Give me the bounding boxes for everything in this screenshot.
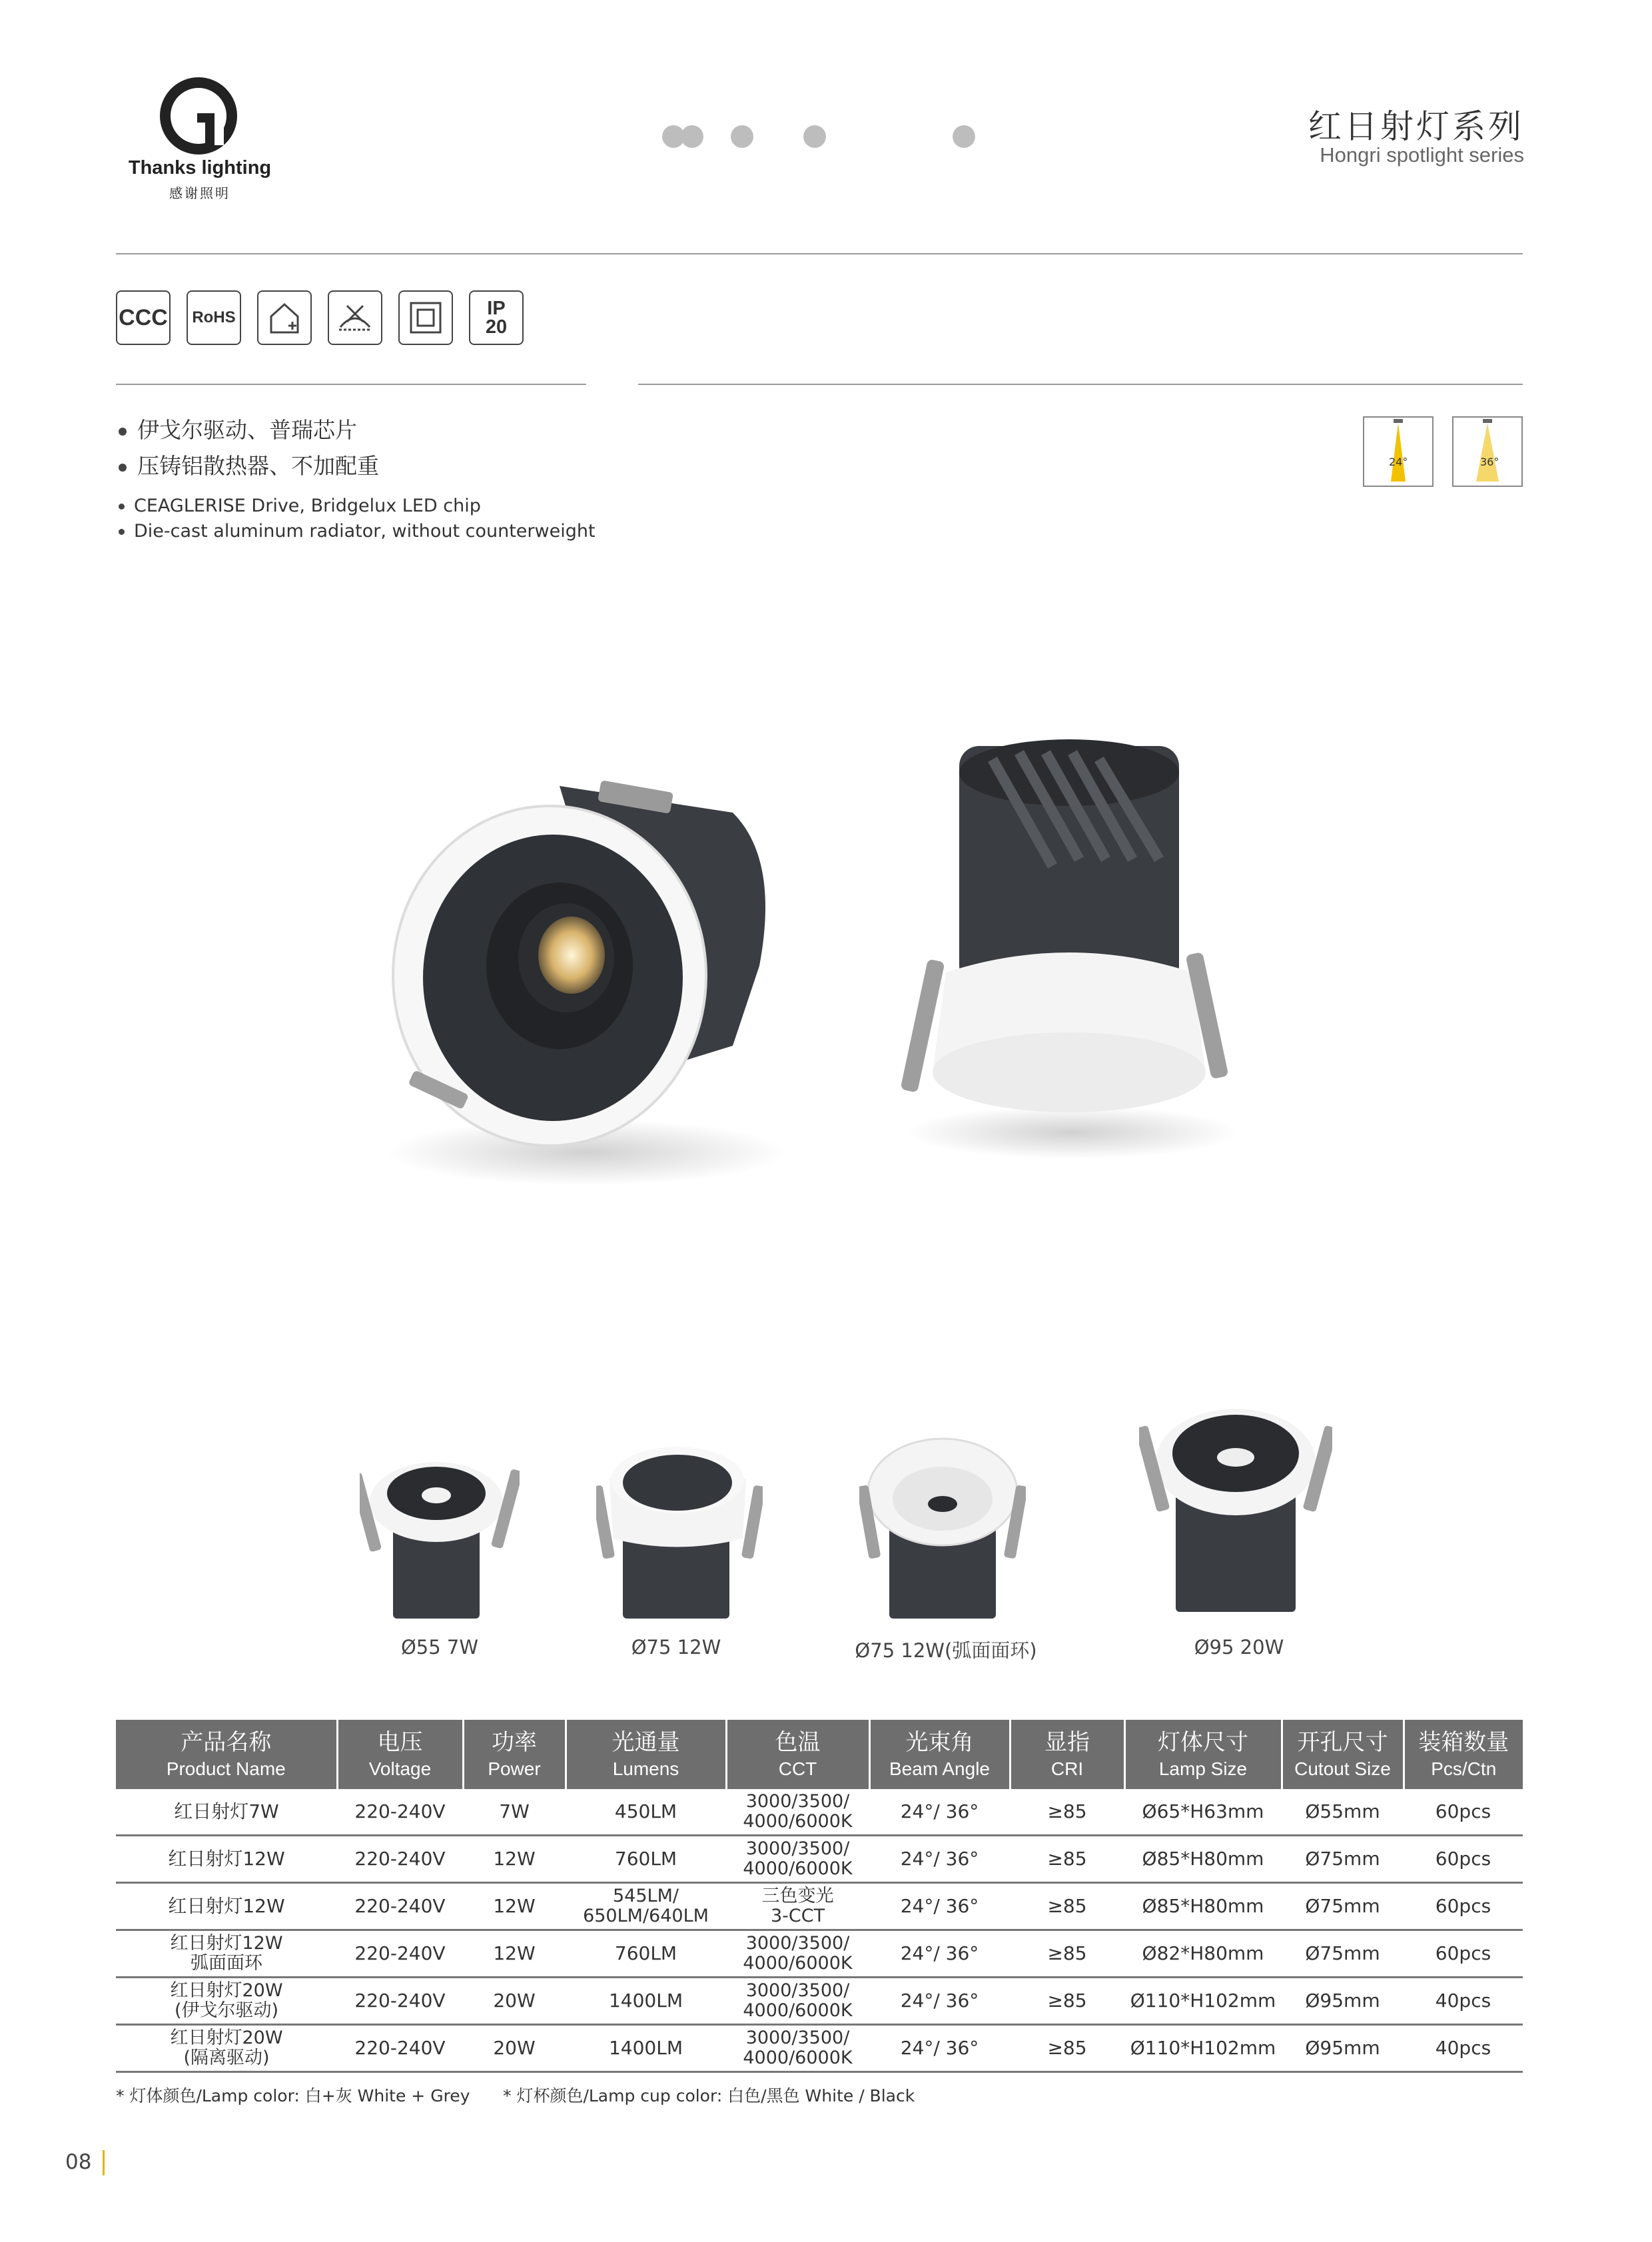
features-divider-right <box>638 384 1523 385</box>
table-cell: 3000/3500/ 4000/6000K <box>726 1836 869 1883</box>
product-image-back <box>879 733 1252 1159</box>
no-cover-insulation-icon <box>328 290 382 345</box>
column-header: 光通量 Lumens <box>566 1720 726 1789</box>
table-cell: 60pcs <box>1404 1836 1523 1883</box>
ip20-rating-icon: IP 20 <box>469 290 524 345</box>
feature-cn-item: 伊戈尔驱动、普瑞芯片 <box>119 413 357 444</box>
column-header: 装箱数量 Pcs/Ctn <box>1404 1720 1523 1789</box>
table-cell: ≥85 <box>1010 1883 1124 1930</box>
table-row <box>116 1930 1523 1978</box>
table-cell: 红日射灯20W (隔离驱动) <box>116 2025 337 2072</box>
beam-angle-36-icon <box>1452 416 1523 487</box>
table-cell: 红日射灯12W <box>116 1836 337 1883</box>
column-header: 色温 CCT <box>726 1720 869 1789</box>
header-divider <box>116 253 1523 254</box>
page-number: 08 <box>65 2150 92 2174</box>
column-header: 开孔尺寸 Cutout Size <box>1282 1720 1404 1789</box>
table-cell: 220-240V <box>337 1978 463 2025</box>
spec-table <box>116 1720 1523 2073</box>
feature-en-item: Die-cast aluminum radiator, without counterweight <box>119 521 596 542</box>
table-cell: 红日射灯7W <box>116 1789 337 1836</box>
rohs-cert-icon: RoHS <box>187 290 241 345</box>
column-header: 光束角 Beam Angle <box>869 1720 1010 1789</box>
variant-image-95 <box>1139 1399 1332 1619</box>
table-cell: 40pcs <box>1404 2025 1523 2072</box>
table-cell: 7W <box>463 1789 566 1836</box>
table-cell: 红日射灯12W <box>116 1883 337 1930</box>
table-cell: 三色变光 3-CCT <box>726 1883 869 1930</box>
variant-label: Ø75 12W(弧面面环) <box>855 1639 1037 1662</box>
table-cell: 3000/3500/ 4000/6000K <box>726 1930 869 1978</box>
column-header: 电压 Voltage <box>337 1720 463 1789</box>
brand-logo-mark <box>159 76 238 156</box>
table-row <box>116 1883 1523 1930</box>
table-cell: 12W <box>463 1883 566 1930</box>
table-row <box>116 2025 1523 2072</box>
series-title-cn: 红日射灯系列 <box>1308 107 1524 146</box>
table-row <box>116 1978 1523 2025</box>
table-cell: 760LM <box>566 1836 726 1883</box>
brand-name: Thanks lighting <box>128 157 272 179</box>
bullet-icon <box>119 464 127 472</box>
table-cell: Ø65*H63mm <box>1124 1789 1282 1836</box>
table-cell: 220-240V <box>337 1883 463 1930</box>
table-cell: Ø110*H102mm <box>1124 2025 1282 2072</box>
table-row <box>116 1836 1523 1883</box>
table-cell: 220-240V <box>337 2025 463 2072</box>
indoor-use-icon <box>257 290 312 345</box>
table-cell: 24°/ 36° <box>869 1930 1010 1978</box>
table-cell: 20W <box>463 1978 566 2025</box>
feature-en-item: CEAGLERISE Drive, Bridgelux LED chip <box>119 496 481 516</box>
table-cell: Ø85*H80mm <box>1124 1836 1282 1883</box>
table-cell: 12W <box>463 1836 566 1883</box>
table-cell: 3000/3500/ 4000/6000K <box>726 2025 869 2072</box>
table-cell: ≥85 <box>1010 1978 1124 2025</box>
dot <box>681 125 703 148</box>
table-cell: 12W <box>463 1930 566 1978</box>
table-cell: 40pcs <box>1404 1978 1523 2025</box>
table-row <box>116 1789 1523 1836</box>
svg-text:24°: 24° <box>1389 456 1408 468</box>
feature-cn-item: 压铸铝散热器、不加配重 <box>119 449 379 480</box>
dot <box>731 125 753 148</box>
beam-angle-24-icon <box>1363 416 1434 487</box>
table-cell: 1400LM <box>566 1978 726 2025</box>
table-cell: 545LM/ 650LM/640LM <box>566 1883 726 1930</box>
class-ii-icon <box>398 290 453 345</box>
features-divider-left <box>116 384 586 385</box>
table-cell: 220-240V <box>337 1836 463 1883</box>
column-header: 功率 Power <box>463 1720 566 1789</box>
table-cell: 3000/3500/ 4000/6000K <box>726 1978 869 2025</box>
table-cell: Ø95mm <box>1282 1978 1404 2025</box>
table-cell: Ø82*H80mm <box>1124 1930 1282 1978</box>
table-cell: Ø110*H102mm <box>1124 1978 1282 2025</box>
table-cell: 60pcs <box>1404 1930 1523 1978</box>
cup-color-note: * 灯杯颜色/Lamp cup color: 白色/黑色 White / Black <box>503 2086 915 2105</box>
variant-label: Ø95 20W <box>1194 1636 1284 1659</box>
variant-image-55 <box>360 1445 520 1625</box>
table-cell: 3000/3500/ 4000/6000K <box>726 1789 869 1836</box>
variant-label: Ø75 12W <box>631 1636 721 1659</box>
dot <box>803 125 826 148</box>
table-header-row <box>116 1720 1523 1789</box>
lamp-color-note: * 灯体颜色/Lamp color: 白+灰 White + Grey <box>116 2086 470 2105</box>
table-cell: Ø75mm <box>1282 1836 1404 1883</box>
ccc-cert-icon: CCC <box>116 290 171 345</box>
table-cell: Ø85*H80mm <box>1124 1883 1282 1930</box>
column-header: 产品名称 Product Name <box>116 1720 337 1789</box>
table-cell: Ø75mm <box>1282 1930 1404 1978</box>
table-cell: 450LM <box>566 1789 726 1836</box>
bullet-icon <box>119 504 125 510</box>
table-cell: ≥85 <box>1010 2025 1124 2072</box>
svg-text:36°: 36° <box>1480 456 1499 468</box>
table-cell: 60pcs <box>1404 1883 1523 1930</box>
table-cell: 760LM <box>566 1930 726 1978</box>
brand-logo <box>113 73 286 206</box>
page-number-accent <box>103 2150 105 2175</box>
variant-label: Ø55 7W <box>400 1636 479 1659</box>
table-cell: Ø75mm <box>1282 1883 1404 1930</box>
bullet-icon <box>119 428 127 436</box>
table-cell: Ø55mm <box>1282 1789 1404 1836</box>
variient-image-75 <box>596 1439 763 1625</box>
table-cell: ≥85 <box>1010 1930 1124 1978</box>
table-cell: 20W <box>463 2025 566 2072</box>
column-header: 灯体尺寸 Lamp Size <box>1124 1720 1282 1789</box>
variant-image-75-curved <box>859 1432 1026 1625</box>
series-title-en: Hongri spotlight series <box>1320 143 1524 167</box>
table-cell: 24°/ 36° <box>869 1883 1010 1930</box>
table-cell: 24°/ 36° <box>869 1789 1010 1836</box>
table-cell: 红日射灯12W 弧面面环 <box>116 1930 337 1978</box>
table-cell: Ø95mm <box>1282 2025 1404 2072</box>
table-cell: 红日射灯20W (伊戈尔驱动) <box>116 1978 337 2025</box>
table-cell: 1400LM <box>566 2025 726 2072</box>
brand-name-cn: 感谢照明 <box>169 185 230 201</box>
table-cell: 24°/ 36° <box>869 1978 1010 2025</box>
product-image-front <box>360 766 786 1192</box>
column-header: 显指 CRI <box>1010 1720 1124 1789</box>
bullet-icon <box>119 529 125 535</box>
table-cell: ≥85 <box>1010 1789 1124 1836</box>
table-cell: ≥85 <box>1010 1836 1124 1883</box>
table-cell: 24°/ 36° <box>869 1836 1010 1883</box>
table-cell: 220-240V <box>337 1789 463 1836</box>
table-cell: 220-240V <box>337 1930 463 1978</box>
dot <box>953 125 975 148</box>
table-cell: 24°/ 36° <box>869 2025 1010 2072</box>
table-cell: 60pcs <box>1404 1789 1523 1836</box>
